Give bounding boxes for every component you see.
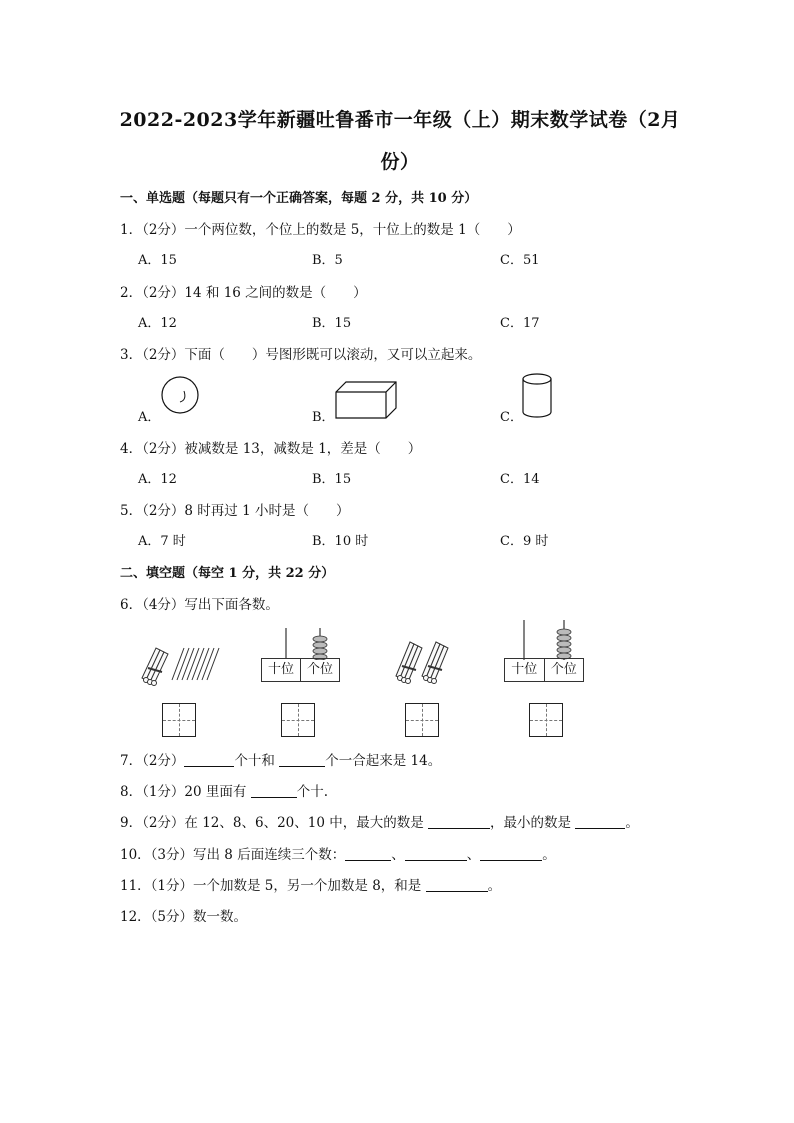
q10-prefix: 10．（3分）写出 8 后面连续三个数：	[120, 847, 346, 863]
tens-label: 十位	[267, 662, 294, 677]
tens-label: 十位	[511, 662, 538, 677]
q7-mid: 个十和	[234, 753, 280, 769]
q2-option-c: C．17	[500, 316, 540, 331]
q10-sep2: 、	[466, 847, 481, 863]
q9-blank-1[interactable]	[428, 814, 490, 829]
question-3: 3．（2分）下面（ ）号图形既可以滚动，又可以立起来。	[120, 347, 482, 363]
q7-blank-2[interactable]	[279, 752, 325, 767]
q3-option-c: C．	[500, 410, 523, 425]
q4-option-a: A．12	[138, 472, 177, 487]
place-value-table-2	[504, 658, 584, 682]
q4-option-c: C．14	[500, 472, 540, 487]
section2-heading: 二、填空题（每空 1 分，共 22 分）	[120, 566, 335, 581]
q10-sep1: 、	[391, 847, 405, 863]
q1-option-c: C．51	[500, 253, 540, 268]
answer-box-3[interactable]	[405, 703, 439, 737]
answer-box-2[interactable]	[281, 703, 315, 737]
abacus-rods-icon-1	[272, 626, 342, 660]
q7-blank-1[interactable]	[184, 752, 234, 767]
q10-blank-2[interactable]	[405, 846, 467, 861]
q10-suffix: 。	[542, 847, 556, 863]
question-8	[120, 780, 328, 800]
q1-option-b: B．5	[312, 253, 343, 268]
q1-option-a: A．15	[138, 253, 177, 268]
question-10	[120, 843, 556, 863]
ones-label: 个位	[300, 659, 339, 681]
q9-mid: ，最小的数是	[490, 815, 576, 831]
q5-option-c: C．9 时	[500, 534, 549, 549]
question-9	[120, 811, 639, 831]
q2-option-a: A．12	[138, 316, 177, 331]
question-12: 12．（5分）数一数。	[120, 909, 248, 925]
place-value-table-1	[261, 658, 340, 682]
question-4: 4．（2分）被减数是 13，减数是 1，差是（ ）	[120, 441, 422, 457]
q9-suffix: 。	[625, 815, 639, 831]
question-6: 6．（4分）写出下面各数。	[120, 597, 279, 613]
cuboid-icon	[334, 380, 400, 420]
q7-suffix: 个一合起来是 14。	[325, 753, 442, 769]
q5-option-a: A．7 时	[138, 534, 186, 549]
q8-blank[interactable]	[251, 783, 297, 798]
question-7	[120, 749, 441, 769]
abacus-rods-icon-2	[510, 618, 586, 662]
stick-bundle-and-loose-sticks-icon	[138, 642, 222, 686]
sphere-icon	[160, 375, 202, 417]
exam-title-line1: 2022-2023学年新疆吐鲁番市一年级（上）期末数学试卷（2月	[119, 109, 681, 131]
q11-prefix: 11．（1分）一个加数是 5，另一个加数是 8，和是	[120, 878, 426, 894]
q4-option-b: B．15	[312, 472, 352, 487]
exam-title-line2: 份）	[380, 151, 420, 173]
q9-blank-2[interactable]	[575, 814, 625, 829]
question-2: 2．（2分）14 和 16 之间的数是（ ）	[120, 285, 367, 301]
two-stick-bundles-icon	[394, 636, 454, 684]
cylinder-icon	[520, 372, 554, 420]
answer-box-4[interactable]	[529, 703, 563, 737]
q10-blank-1[interactable]	[345, 846, 391, 861]
q9-prefix: 9．（2分）在 12、8、6、20、10 中，最大的数是	[120, 815, 429, 831]
section1-heading: 一、单选题（每题只有一个正确答案，每题 2 分，共 10 分）	[120, 191, 478, 206]
q11-suffix: 。	[487, 878, 502, 894]
q11-blank[interactable]	[426, 877, 488, 892]
q7-prefix: 7．（2分）	[120, 753, 185, 769]
q2-option-b: B．15	[312, 316, 352, 331]
question-5: 5．（2分）8 时再过 1 小时是（ ）	[120, 503, 350, 519]
q5-option-b: B．10 时	[312, 534, 369, 549]
question-11	[120, 874, 501, 894]
q10-blank-3[interactable]	[480, 846, 542, 861]
q8-suffix: 个十.	[296, 784, 328, 800]
q8-prefix: 8．（1分）20 里面有	[120, 784, 251, 800]
answer-box-1[interactable]	[162, 703, 196, 737]
q3-option-b: B．	[312, 410, 335, 425]
question-1: 1．（2分）一个两位数，个位上的数是 5，十位上的数是 1（ ）	[120, 222, 521, 238]
q3-option-a: A．	[138, 410, 161, 425]
ones-label: 个位	[544, 659, 584, 681]
